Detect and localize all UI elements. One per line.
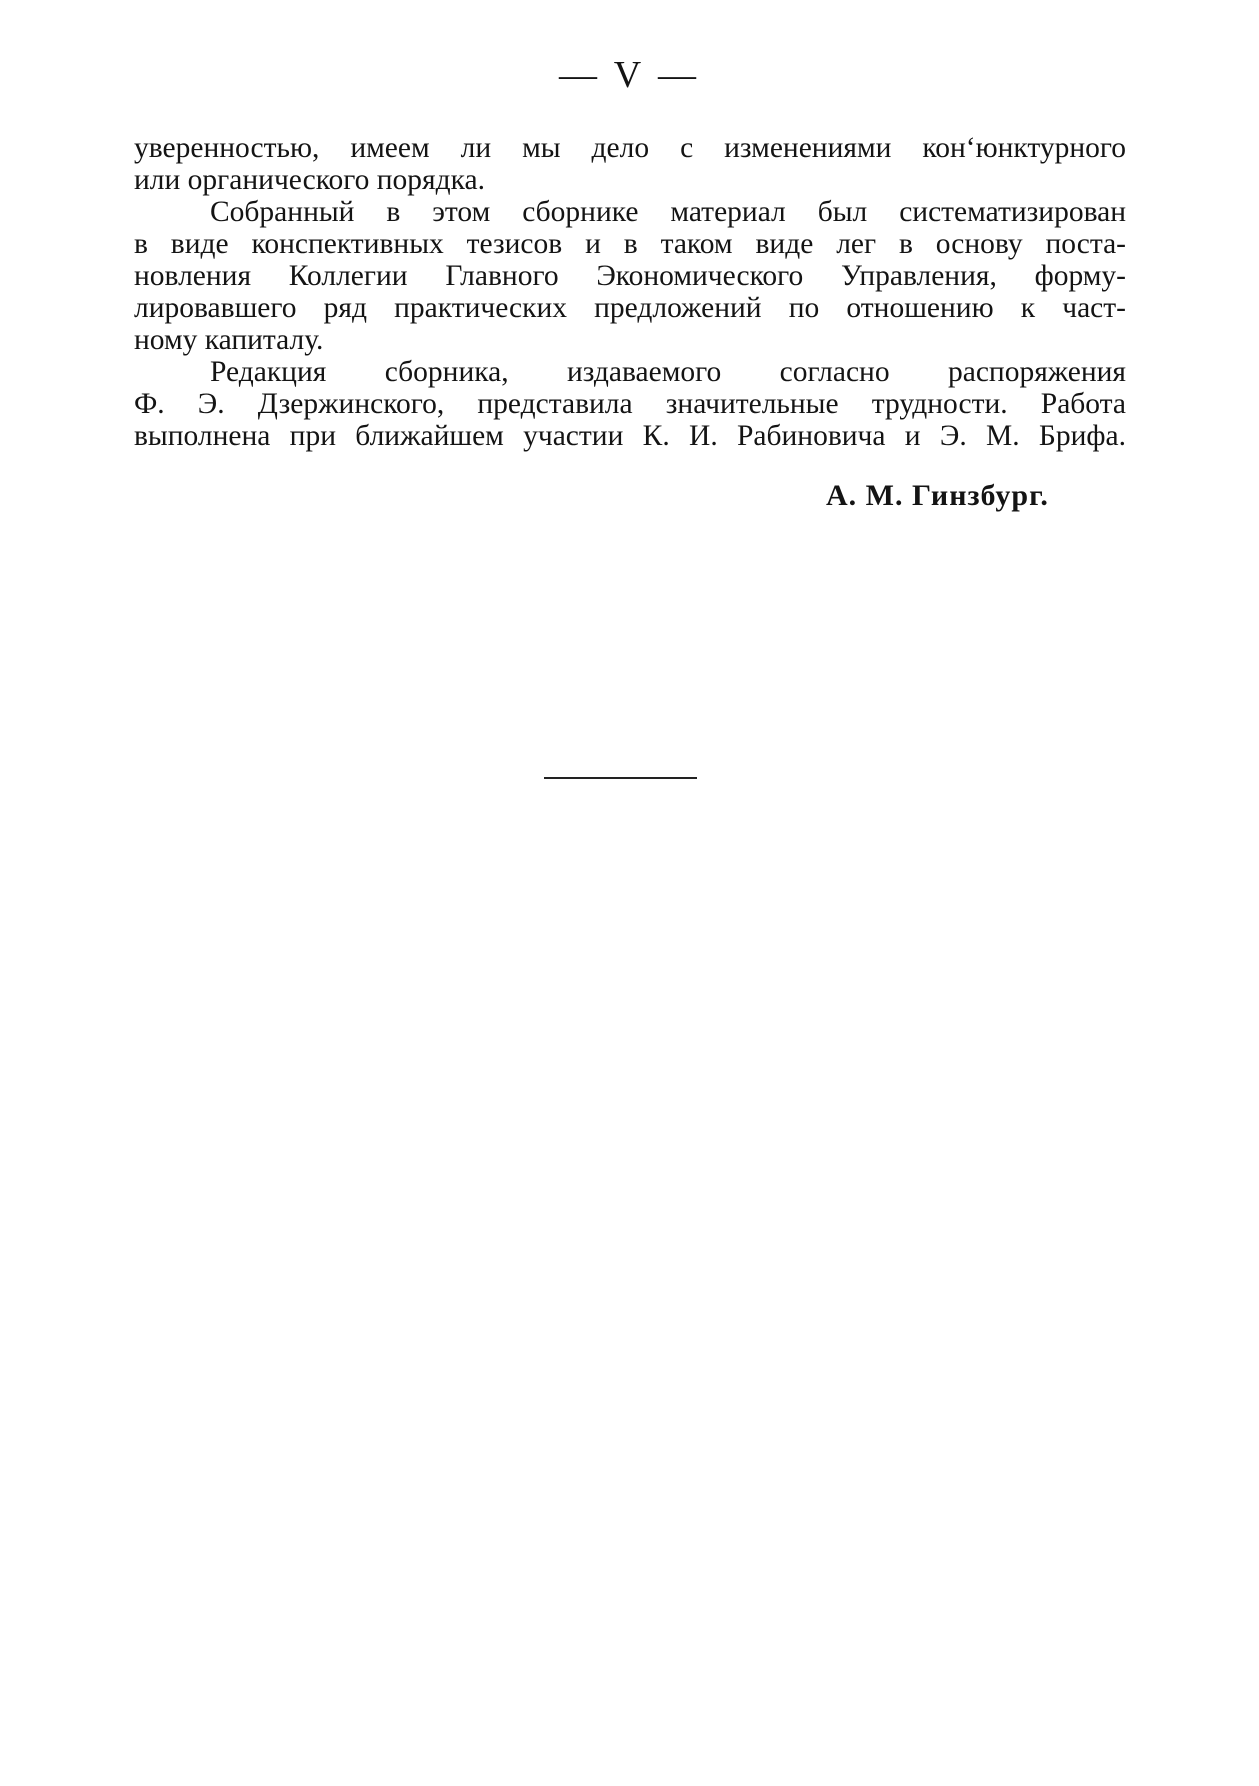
body-text <box>134 132 1126 452</box>
text-line: в виде конспективных тезисов и в таком виде лег в основу поста- <box>134 228 1126 260</box>
text-line: Редакция сборника, издаваемого согласно распоряжения <box>210 356 1126 388</box>
text-line: выполнена при ближайшем участии К. И. Рабиновича и Э. М. Брифа. <box>134 420 1126 452</box>
text-line: лировавшего ряд практических предложений по отношению к част- <box>134 292 1126 324</box>
text-line: уверенностью, имеем ли мы дело с изменениями кон‘юнктурного <box>134 132 1126 164</box>
paragraph-1 <box>134 132 1126 196</box>
paragraph-3 <box>134 356 1126 452</box>
text-line: новления Коллегии Главного Экономического Управления, форму- <box>134 260 1126 292</box>
text-line: или органического порядка. <box>134 164 485 196</box>
text-line: Собранный в этом сборнике материал был систематизирован <box>210 196 1126 228</box>
page-number: — V — <box>558 54 701 96</box>
paragraph-2 <box>134 196 1126 356</box>
end-divider <box>544 777 697 779</box>
text-line: Ф. Э. Дзержинского, представила значительные трудности. Работа <box>134 388 1126 420</box>
text-line: ному капиталу. <box>134 324 324 356</box>
signature: А. М. Гинзбург. <box>826 479 1049 512</box>
